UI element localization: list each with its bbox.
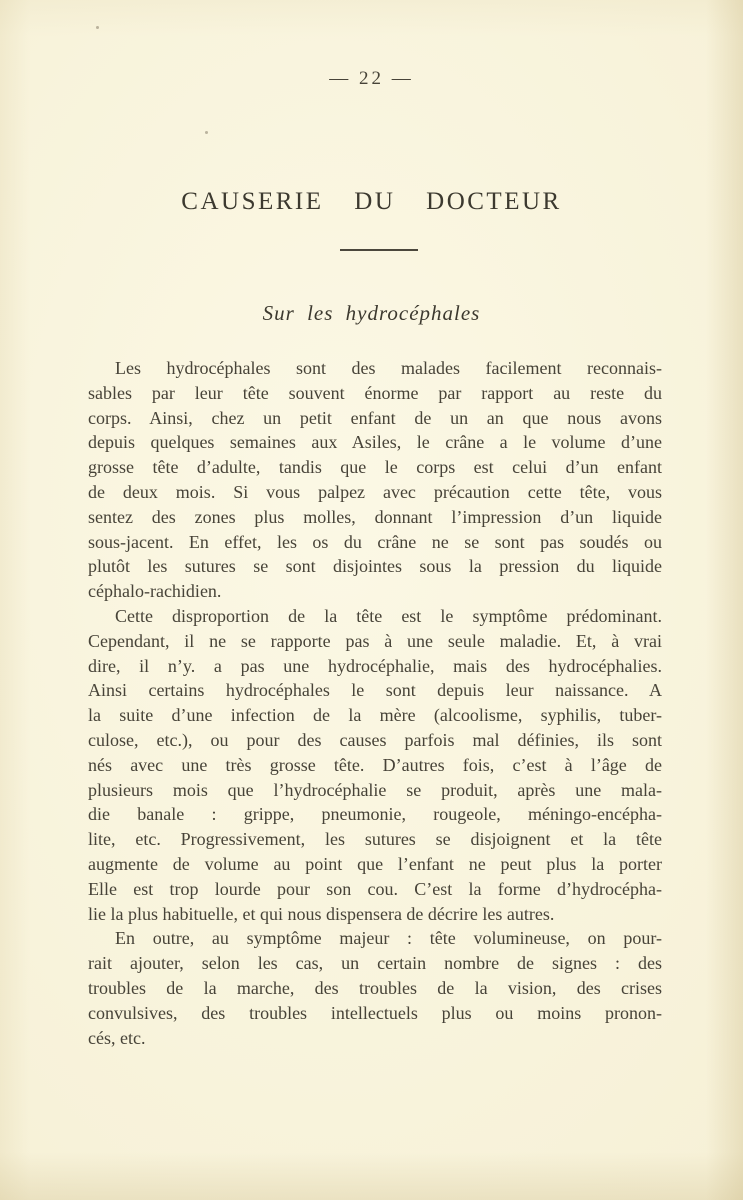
text-line: grosse tête d’adulte, tandis que le corps est celui d’un enfant bbox=[88, 457, 662, 478]
section-subtitle: Sur les hydrocéphales bbox=[262, 301, 481, 325]
text-line: Cette disproportion de la tête est le symptôme prédominant. bbox=[115, 605, 662, 626]
page-number: — 22 — bbox=[329, 68, 414, 89]
text-line: la suite d’une infection de la mère (alcoolisme, syphilis, tuber- bbox=[88, 705, 662, 726]
text-line: corps. Ainsi, chez un petit enfant de un an que nous avons bbox=[88, 407, 662, 428]
paragraph bbox=[88, 356, 662, 604]
text-line: rait ajouter, selon les cas, un certain nombre de signes : des bbox=[88, 953, 662, 974]
text-line: Elle est trop lourde pour son cou. C’est la forme d’hydrocépha- bbox=[88, 878, 662, 899]
text-line: augmente de volume au point que l’enfant ne peut plus la porter bbox=[88, 853, 662, 874]
text-line: depuis quelques semaines aux Asiles, le crâne a le volume d’une bbox=[88, 432, 662, 453]
text-line: sentez des zones plus molles, donnant l’impression d’un liquide bbox=[88, 506, 662, 527]
text-line: nés avec une très grosse tête. D’autres fois, c’est à l’âge de bbox=[88, 754, 662, 775]
text-line: Les hydrocéphales sont des malades facilement reconnais- bbox=[115, 358, 662, 378]
paragraph bbox=[88, 926, 662, 1050]
text-line: cés, etc. bbox=[88, 1027, 146, 1048]
text-line: Ainsi certains hydrocéphales le sont depuis leur naissance. A bbox=[88, 680, 662, 701]
text-line: Cependant, il ne se rapporte pas à une seule maladie. Et, à vrai bbox=[88, 630, 662, 651]
text-line: troubles de la marche, des troubles de la vision, des crises bbox=[88, 977, 662, 998]
text-line: lie la plus habituelle, et qui nous dispensera de décrire les autres. bbox=[88, 903, 555, 924]
text-line: die banale : grippe, pneumonie, rougeole, méningo-encépha- bbox=[88, 804, 662, 825]
text-line: lite, etc. Progressivement, les sutures se disjoignent et la tête bbox=[88, 829, 662, 850]
text-line: sous-jacent. En effet, les os du crâne ne se sont pas soudés ou bbox=[88, 531, 662, 552]
paragraph bbox=[88, 604, 662, 926]
title-rule-divider bbox=[340, 249, 418, 251]
body-text bbox=[88, 356, 662, 1050]
text-line: sables par leur tête souvent énorme par rapport au reste du bbox=[88, 382, 662, 403]
text-line: convulsives, des troubles intellectuels plus ou moins pronon- bbox=[88, 1002, 662, 1023]
text-line: de deux mois. Si vous palpez avec précaution cette tête, vous bbox=[88, 481, 662, 502]
text-line: En outre, au symptôme majeur : tête volumineuse, on pour- bbox=[115, 928, 662, 949]
text-line: plusieurs mois que l’hydrocéphalie se produit, après une mala- bbox=[88, 779, 662, 800]
text-line: dire, il n’y. a pas une hydrocéphalie, mais des hydrocéphalies. bbox=[88, 655, 662, 676]
page-title: CAUSERIE DU DOCTEUR bbox=[181, 188, 562, 215]
text-line: plutôt les sutures se sont disjointes sous la pression du liquide bbox=[88, 556, 662, 577]
text-line: culose, etc.), ou pour des causes parfois mal définies, ils sont bbox=[88, 729, 662, 750]
text-line: céphalo-rachidien. bbox=[88, 581, 222, 602]
